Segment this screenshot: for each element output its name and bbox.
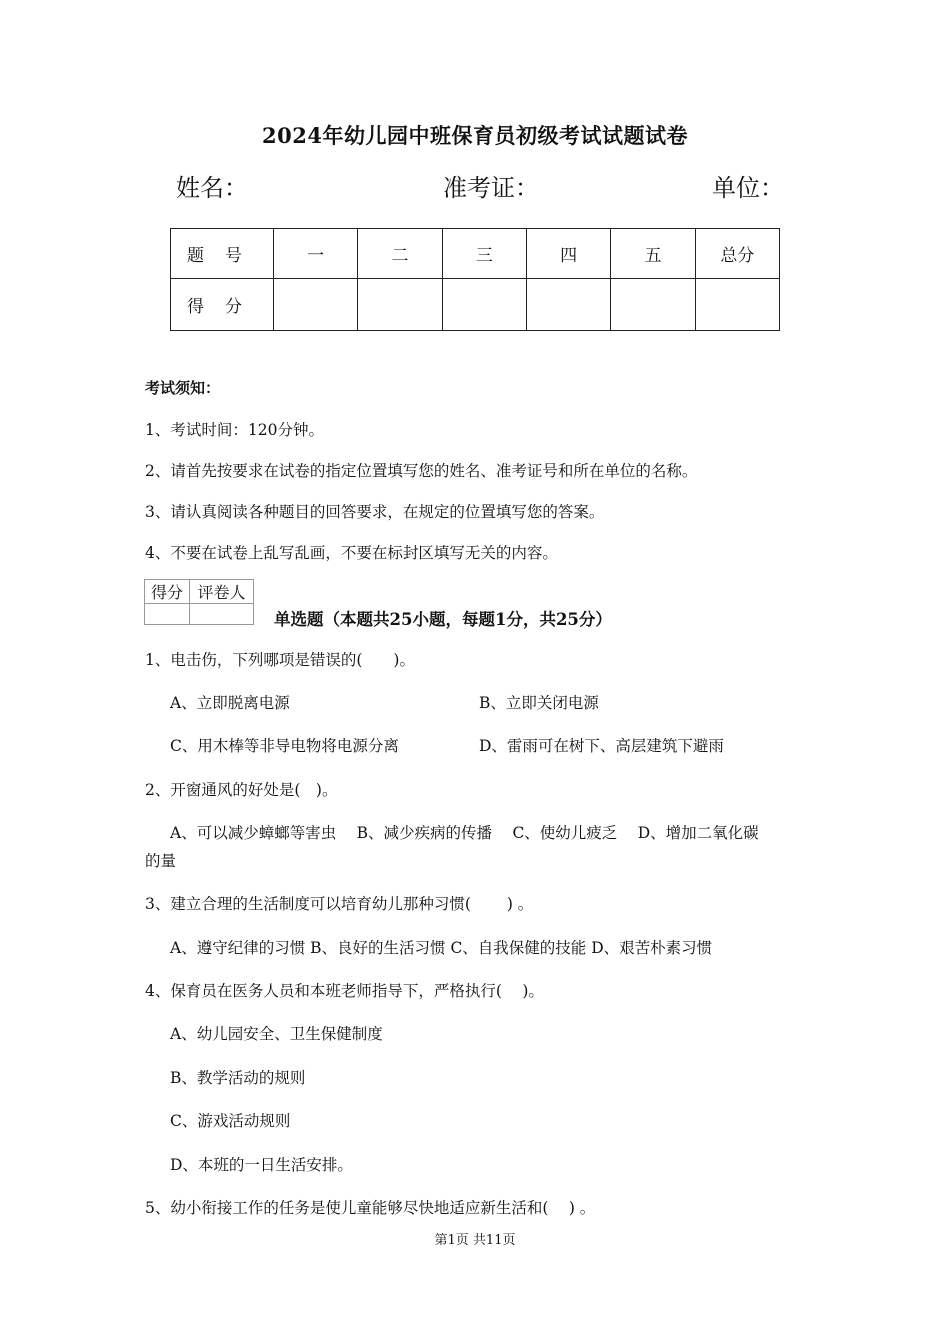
option[interactable]: B、教学活动的规则 (170, 1069, 306, 1087)
score-cell-4[interactable] (526, 279, 610, 331)
unit-label: 单位： (712, 174, 784, 202)
column-total: 总分 (695, 229, 779, 279)
option[interactable]: D、雷雨可在树下、高层建筑下避雨 (479, 737, 724, 755)
question-stem: 3、建立合理的生活制度可以培育幼儿那种习惯( ) 。 (145, 895, 534, 913)
score-cell-3[interactable] (442, 279, 526, 331)
grader-score-label: 得分 (145, 580, 190, 604)
score-table-header-row (171, 229, 780, 279)
section-title: 单选题（本题共25小题，每题1分，共25分） (274, 610, 612, 629)
notice-item: 2、请首先按要求在试卷的指定位置填写您的姓名、准考证号和所在单位的名称。 (145, 462, 698, 480)
score-table (170, 228, 780, 331)
option[interactable]: B、立即关闭电源 (479, 694, 599, 712)
score-cell-total[interactable] (695, 279, 779, 331)
score-label: 得 分 (171, 279, 274, 331)
notice-item: 4、不要在试卷上乱写乱画，不要在标封区填写无关的内容。 (145, 544, 558, 562)
question-stem: 5、幼小衔接工作的任务是使儿童能够尽快地适应新生活和( ) 。 (145, 1199, 596, 1217)
options-line-wrap: 的量 (145, 852, 177, 870)
option[interactable]: C、用木棒等非导电物将电源分离 (170, 737, 399, 755)
page-title: 2024年幼儿园中班保育员初级考试试题试卷 (262, 123, 688, 148)
question-number-label: 题 号 (171, 229, 274, 279)
grader-reviewer-cell[interactable] (190, 604, 254, 625)
option[interactable]: A、立即脱离电源 (170, 694, 290, 712)
score-cell-1[interactable] (274, 279, 358, 331)
name-label: 姓名： (176, 174, 248, 202)
column-4: 四 (526, 229, 610, 279)
grader-score-cell[interactable] (145, 604, 190, 625)
candidate-info (0, 168, 950, 208)
notice-title: 考试须知： (145, 379, 221, 397)
column-1: 一 (274, 229, 358, 279)
notice-item: 1、考试时间：120分钟。 (145, 421, 324, 439)
grader-box (144, 579, 254, 625)
option[interactable]: C、游戏活动规则 (170, 1112, 291, 1130)
grader-reviewer-label: 评卷人 (190, 580, 254, 604)
option[interactable]: A、幼儿园安全、卫生保健制度 (170, 1025, 383, 1043)
question-stem: 2、开窗通风的好处是( )。 (145, 781, 338, 799)
page-footer: 第1页 共11页 (434, 1233, 516, 1248)
score-cell-5[interactable] (611, 279, 695, 331)
column-5: 五 (611, 229, 695, 279)
column-2: 二 (358, 229, 442, 279)
question-stem: 1、电击伤，下列哪项是错误的( )。 (145, 651, 415, 669)
score-cell-2[interactable] (358, 279, 442, 331)
option[interactable]: D、本班的一日生活安排。 (170, 1156, 353, 1174)
options-line[interactable]: A、遵守纪律的习惯 B、良好的生活习惯 C、自我保健的技能 D、艰苦朴素习惯 (170, 939, 713, 957)
question-stem: 4、保育员在医务人员和本班老师指导下，严格执行( )。 (145, 982, 544, 1000)
notice-item: 3、请认真阅读各种题目的回答要求，在规定的位置填写您的答案。 (145, 503, 605, 521)
score-table-score-row (171, 279, 780, 331)
column-3: 三 (442, 229, 526, 279)
options-line[interactable]: A、可以减少蟑螂等害虫 B、减少疾病的传播 C、使幼儿疲乏 D、增加二氧化碳 (170, 824, 759, 842)
ticket-label: 准考证： (443, 174, 539, 202)
